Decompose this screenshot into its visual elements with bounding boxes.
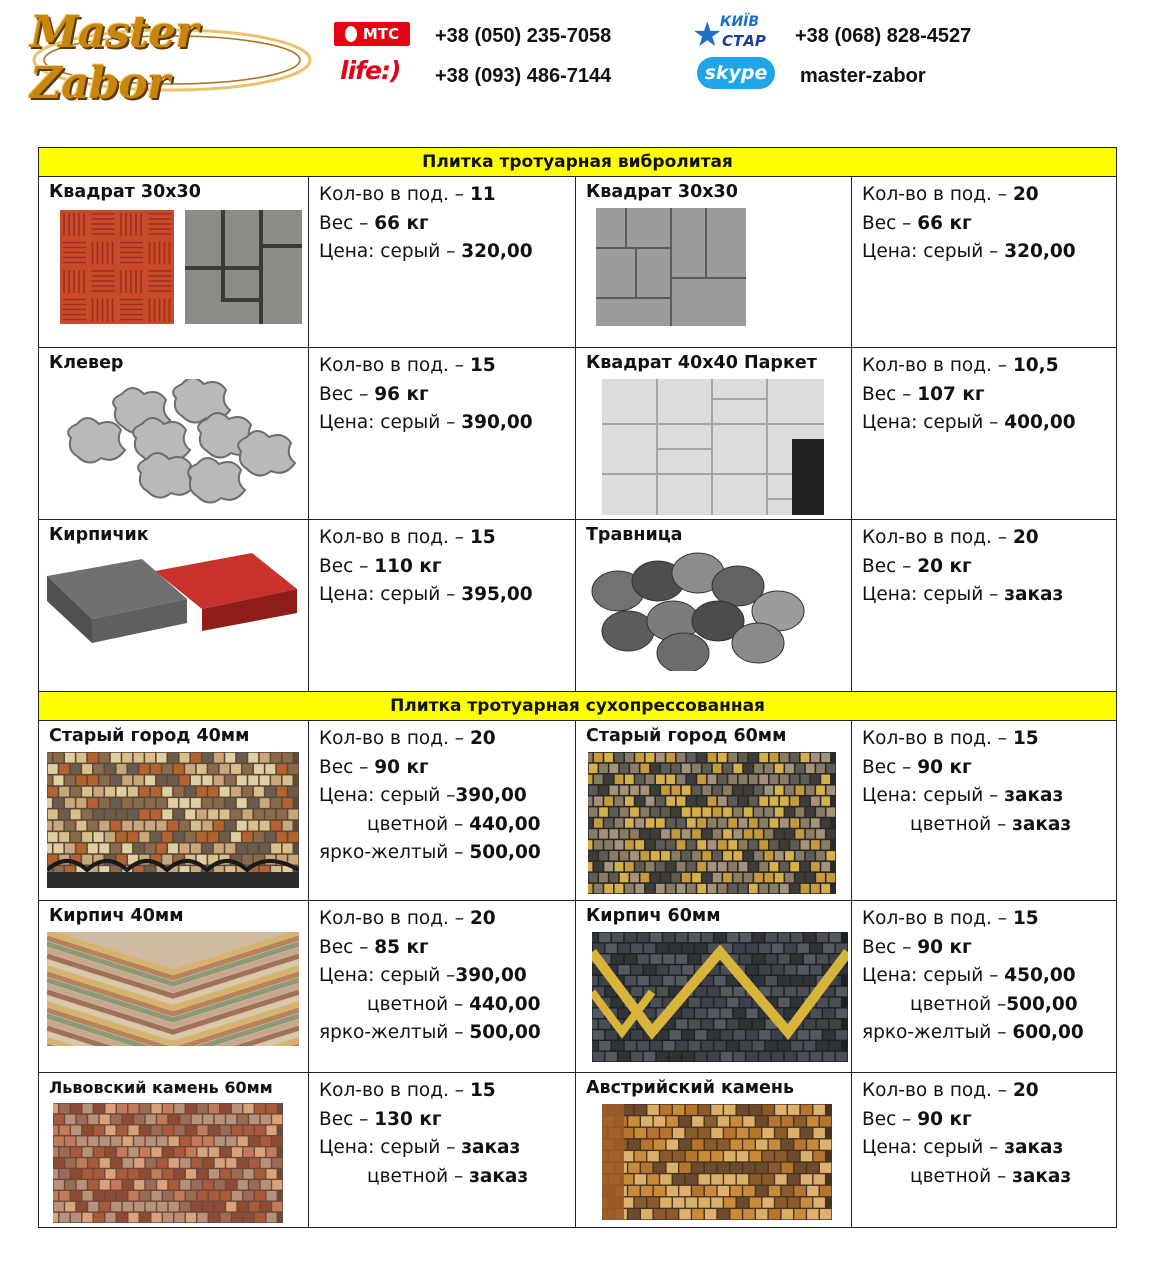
section-header-row bbox=[39, 692, 1117, 721]
product-cell bbox=[576, 177, 852, 348]
price-label: Цена: серый – bbox=[319, 584, 462, 606]
product-image bbox=[53, 1103, 308, 1223]
price-value: 390,00 bbox=[455, 785, 527, 807]
price-line bbox=[862, 409, 1116, 438]
quantity-label: Кол-во в под. – bbox=[319, 355, 470, 376]
product-image bbox=[47, 379, 308, 507]
price-label: Цена: серый – bbox=[319, 965, 456, 987]
product-cell bbox=[576, 348, 852, 520]
quantity-value: 10,5 bbox=[1012, 355, 1059, 376]
price-line bbox=[319, 238, 575, 267]
weight-line bbox=[862, 210, 1116, 239]
product-name: Кирпич 40мм bbox=[49, 906, 184, 926]
price-value: 500,00 bbox=[469, 842, 541, 864]
weight-label: Вес – bbox=[319, 756, 375, 778]
product-cell bbox=[576, 901, 852, 1073]
kyivstar-text-1: КИЇВ bbox=[720, 14, 760, 30]
product-specs bbox=[852, 177, 1117, 348]
quantity-value: 15 bbox=[469, 355, 496, 376]
product-image bbox=[55, 208, 308, 326]
price-line bbox=[319, 1163, 575, 1192]
price-label: Цена: серый – bbox=[319, 1137, 462, 1159]
product-cell bbox=[39, 520, 309, 692]
quantity-line bbox=[862, 725, 1116, 754]
weight-value: 130 кг bbox=[374, 1108, 442, 1130]
price-label: ярко-желтый – bbox=[862, 1022, 1013, 1044]
price-label: цветной – bbox=[910, 993, 1007, 1015]
quantity-label: Кол-во в под. – bbox=[862, 355, 1013, 376]
quantity-value: 20 bbox=[469, 728, 496, 749]
price-label: Цена: серый – bbox=[862, 1137, 1005, 1159]
price-value: 320,00 bbox=[1004, 241, 1076, 263]
weight-label: Вес – bbox=[862, 555, 918, 577]
price-label: цветной – bbox=[367, 813, 470, 835]
weight-label: Вес – bbox=[862, 756, 918, 778]
product-cell bbox=[39, 177, 309, 348]
price-line bbox=[319, 1134, 575, 1163]
price-label: Цена: серый – bbox=[862, 785, 1005, 807]
product-name: Львовский камень 60мм bbox=[49, 1078, 273, 1097]
price-label: цветной – bbox=[910, 813, 1013, 835]
weight-label: Вес – bbox=[862, 936, 918, 958]
price-value: заказ bbox=[1004, 785, 1064, 807]
product-specs bbox=[309, 721, 576, 901]
price-line bbox=[862, 811, 1116, 840]
weight-value: 90 кг bbox=[917, 1108, 972, 1130]
price-value: 600,00 bbox=[1012, 1022, 1084, 1044]
product-specs bbox=[852, 520, 1117, 692]
quantity-line bbox=[319, 1077, 575, 1106]
product-row bbox=[39, 177, 1117, 348]
product-name: Квадрат 40х40 Паркет bbox=[586, 353, 817, 373]
master-zabor-logo bbox=[30, 7, 315, 109]
weight-label: Вес – bbox=[319, 212, 375, 234]
quantity-line bbox=[862, 1077, 1116, 1106]
quantity-line bbox=[862, 905, 1116, 934]
logo-text: Master Zabor bbox=[30, 7, 198, 109]
weight-label: Вес – bbox=[862, 1108, 918, 1130]
product-specs bbox=[309, 520, 576, 692]
price-line bbox=[319, 1019, 575, 1048]
quantity-label: Кол-во в под. – bbox=[862, 728, 1013, 749]
quantity-label: Кол-во в под. – bbox=[319, 728, 470, 749]
product-row bbox=[39, 348, 1117, 520]
product-image bbox=[588, 551, 851, 671]
quantity-line bbox=[862, 352, 1116, 381]
quantity-value: 15 bbox=[469, 527, 496, 548]
product-name: Квадрат 30х30 bbox=[586, 182, 738, 202]
price-line bbox=[319, 581, 575, 610]
product-name: Клевер bbox=[49, 353, 124, 373]
weight-value: 66 кг bbox=[374, 212, 429, 234]
mts-logo bbox=[334, 22, 410, 46]
kyivstar-star-icon: ★ bbox=[692, 15, 723, 55]
price-line bbox=[319, 839, 575, 868]
weight-label: Вес – bbox=[319, 1108, 375, 1130]
price-line bbox=[319, 782, 575, 811]
product-specs bbox=[852, 1073, 1117, 1228]
quantity-value: 15 bbox=[1012, 908, 1039, 929]
product-image bbox=[602, 379, 851, 515]
price-label: Цена: серый – bbox=[319, 412, 462, 434]
quantity-value: 11 bbox=[469, 184, 496, 205]
price-value: 390,00 bbox=[461, 412, 533, 434]
price-value: заказ bbox=[1012, 813, 1072, 835]
weight-line bbox=[319, 381, 575, 410]
product-name: Австрийский камень bbox=[586, 1078, 795, 1098]
product-specs bbox=[852, 901, 1117, 1073]
weight-value: 110 кг bbox=[374, 555, 442, 577]
weight-label: Вес – bbox=[319, 555, 375, 577]
price-label: цветной – bbox=[367, 1165, 470, 1187]
product-specs bbox=[309, 177, 576, 348]
quantity-line bbox=[319, 352, 575, 381]
product-cell bbox=[576, 721, 852, 901]
product-name: Травница bbox=[586, 525, 683, 545]
phone-mts: +38 (050) 235-7058 bbox=[435, 25, 612, 47]
product-image bbox=[596, 208, 851, 326]
weight-value: 107 кг bbox=[917, 383, 985, 405]
price-value: 400,00 bbox=[1004, 412, 1076, 434]
product-row bbox=[39, 1073, 1117, 1228]
price-value: 320,00 bbox=[461, 241, 533, 263]
weight-value: 66 кг bbox=[917, 212, 972, 234]
price-line bbox=[862, 1163, 1116, 1192]
quantity-line bbox=[862, 524, 1116, 553]
quantity-value: 15 bbox=[469, 1080, 496, 1101]
product-image bbox=[47, 551, 308, 651]
price-line bbox=[319, 409, 575, 438]
page-header bbox=[0, 0, 1158, 120]
section-title: Плитка тротуарная вибролитая bbox=[39, 148, 1117, 177]
price-label: ярко-желтый – bbox=[319, 842, 470, 864]
quantity-label: Кол-во в под. – bbox=[862, 1080, 1013, 1101]
price-label: цветной – bbox=[367, 993, 470, 1015]
quantity-label: Кол-во в под. – bbox=[319, 908, 470, 929]
price-line bbox=[319, 991, 575, 1020]
weight-line bbox=[319, 934, 575, 963]
quantity-line bbox=[862, 181, 1116, 210]
weight-value: 85 кг bbox=[374, 936, 429, 958]
price-table bbox=[38, 147, 1117, 1228]
price-label: цветной – bbox=[910, 1165, 1013, 1187]
weight-label: Вес – bbox=[862, 212, 918, 234]
skype-contact: master-zabor bbox=[800, 65, 926, 87]
product-specs bbox=[309, 348, 576, 520]
quantity-label: Кол-во в под. – bbox=[862, 908, 1013, 929]
quantity-value: 15 bbox=[1012, 728, 1039, 749]
price-label: Цена: серый – bbox=[862, 241, 1005, 263]
quantity-label: Кол-во в под. – bbox=[319, 184, 470, 205]
price-line bbox=[862, 962, 1116, 991]
price-value: 440,00 bbox=[469, 993, 541, 1015]
weight-line bbox=[862, 553, 1116, 582]
weight-line bbox=[319, 1106, 575, 1135]
price-value: заказ bbox=[1012, 1165, 1072, 1187]
product-name: Квадрат 30х30 bbox=[49, 182, 201, 202]
product-row bbox=[39, 520, 1117, 692]
price-value: 450,00 bbox=[1004, 965, 1076, 987]
section-title: Плитка тротуарная сухопрессованная bbox=[39, 692, 1117, 721]
phone-life: +38 (093) 486-7144 bbox=[435, 65, 612, 87]
kyivstar-logo bbox=[690, 12, 770, 56]
price-value: 390,00 bbox=[455, 965, 527, 987]
weight-line bbox=[862, 381, 1116, 410]
price-label: Цена: серый – bbox=[862, 412, 1005, 434]
product-image bbox=[47, 752, 308, 888]
skype-logo: skype bbox=[697, 57, 775, 89]
weight-value: 90 кг bbox=[917, 756, 972, 778]
quantity-value: 20 bbox=[469, 908, 496, 929]
quantity-label: Кол-во в под. – bbox=[319, 527, 470, 548]
weight-value: 90 кг bbox=[374, 756, 429, 778]
price-value: заказ bbox=[1004, 584, 1064, 606]
weight-value: 20 кг bbox=[917, 555, 972, 577]
quantity-label: Кол-во в под. – bbox=[862, 184, 1013, 205]
phone-kyivstar: +38 (068) 828-4527 bbox=[795, 25, 972, 47]
price-label: Цена: серый – bbox=[862, 584, 1005, 606]
product-cell bbox=[39, 721, 309, 901]
quantity-line bbox=[319, 725, 575, 754]
product-image bbox=[602, 1104, 851, 1220]
price-value: заказ bbox=[1004, 1137, 1064, 1159]
price-label: Цена: серый – bbox=[319, 241, 462, 263]
section-header-row bbox=[39, 148, 1117, 177]
product-name: Кирпич 60мм bbox=[586, 906, 721, 926]
product-specs bbox=[852, 348, 1117, 520]
product-cell bbox=[39, 348, 309, 520]
product-name: Кирпичик bbox=[49, 525, 149, 545]
quantity-value: 20 bbox=[1012, 527, 1039, 548]
price-line bbox=[862, 1019, 1116, 1048]
price-line bbox=[319, 811, 575, 840]
product-row bbox=[39, 721, 1117, 901]
product-image bbox=[588, 752, 851, 894]
weight-line bbox=[862, 1106, 1116, 1135]
product-cell bbox=[576, 520, 852, 692]
weight-value: 90 кг bbox=[917, 936, 972, 958]
kyivstar-text-2: СТАР bbox=[722, 32, 766, 50]
price-label: ярко-желтый – bbox=[319, 1022, 470, 1044]
price-line bbox=[862, 782, 1116, 811]
mts-label: МТС bbox=[362, 25, 400, 43]
weight-line bbox=[319, 553, 575, 582]
quantity-line bbox=[319, 181, 575, 210]
product-specs bbox=[852, 721, 1117, 901]
price-label: Цена: серый – bbox=[319, 785, 456, 807]
quantity-label: Кол-во в под. – bbox=[319, 1080, 470, 1101]
quantity-value: 20 bbox=[1012, 1080, 1039, 1101]
product-image bbox=[592, 932, 851, 1062]
price-label: Цена: серый – bbox=[862, 965, 1005, 987]
product-image bbox=[47, 932, 308, 1046]
weight-value: 96 кг bbox=[374, 383, 429, 405]
weight-label: Вес – bbox=[862, 383, 918, 405]
quantity-value: 20 bbox=[1012, 184, 1039, 205]
weight-line bbox=[319, 754, 575, 783]
price-line bbox=[862, 1134, 1116, 1163]
product-specs bbox=[309, 1073, 576, 1228]
price-line bbox=[319, 962, 575, 991]
product-cell bbox=[39, 901, 309, 1073]
price-value: 440,00 bbox=[469, 813, 541, 835]
price-line bbox=[862, 238, 1116, 267]
product-name: Старый город 60мм bbox=[586, 726, 787, 746]
weight-line bbox=[862, 754, 1116, 783]
weight-line bbox=[862, 934, 1116, 963]
product-row bbox=[39, 901, 1117, 1073]
life-logo: life:) bbox=[340, 56, 401, 85]
price-value: 500,00 bbox=[1006, 993, 1078, 1015]
price-value: заказ bbox=[461, 1137, 521, 1159]
price-value: 395,00 bbox=[461, 584, 533, 606]
weight-label: Вес – bbox=[319, 936, 375, 958]
price-line bbox=[862, 581, 1116, 610]
weight-label: Вес – bbox=[319, 383, 375, 405]
quantity-line bbox=[319, 524, 575, 553]
product-cell bbox=[576, 1073, 852, 1228]
product-specs bbox=[309, 901, 576, 1073]
product-name: Старый город 40мм bbox=[49, 726, 250, 746]
mts-egg-icon bbox=[345, 26, 357, 42]
weight-line bbox=[319, 210, 575, 239]
price-value: заказ bbox=[469, 1165, 529, 1187]
product-cell bbox=[39, 1073, 309, 1228]
quantity-label: Кол-во в под. – bbox=[862, 527, 1013, 548]
price-value: 500,00 bbox=[469, 1022, 541, 1044]
quantity-line bbox=[319, 905, 575, 934]
price-line bbox=[862, 991, 1116, 1020]
